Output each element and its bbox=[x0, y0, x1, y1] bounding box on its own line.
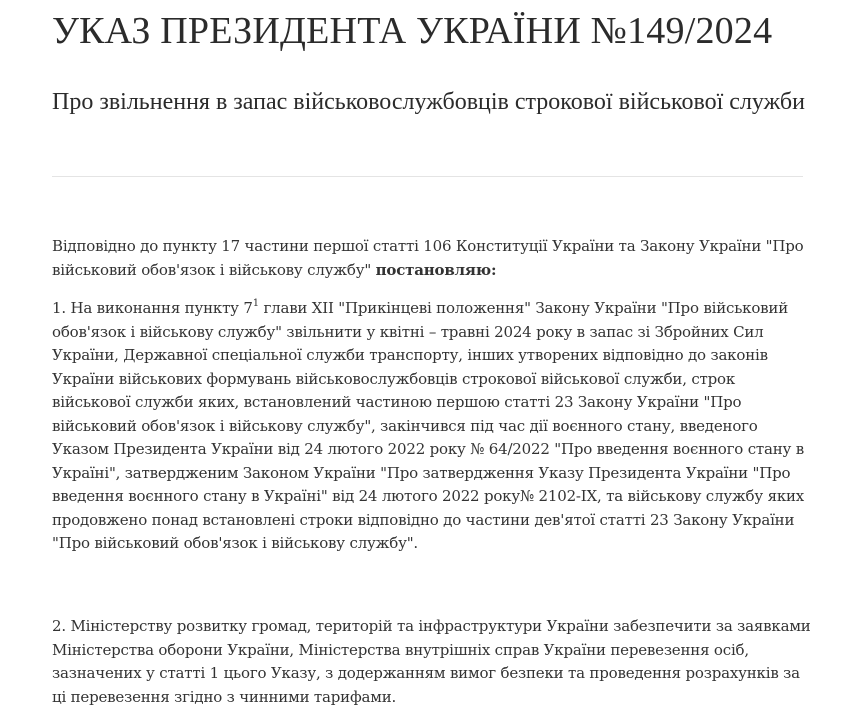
divider bbox=[52, 176, 803, 177]
paragraph-2: 2. Міністерству розвитку громад, територій та інфраструктури України забезпечити за заявками Міністерства оборони України, Міністерства внутрішніх справ України перевезення осіб, зазначених у статті 1 цього Указу, з додержанням вимог безпеки та проведення розрахунків за ці перевезення згідно з чинними тарифами. bbox=[52, 617, 811, 706]
intro-text: Відповідно до пункту 17 частини першої статті 106 Конституції України та Закону України "Про військовий обов'язок і військову службу" bbox=[52, 237, 804, 279]
page-title: УКАЗ ПРЕЗИДЕНТА УКРАЇНИ №149/2024 bbox=[52, 10, 773, 52]
intro-paragraph bbox=[52, 235, 812, 282]
paragraph-1-rest: глави XII "Прикінцеві положення" Закону України "Про військовий обов'язок і військову службу" звільнити у квітні – травні 2024 року в запас зі Збройних Сил України, Державної спеціальної служби транспорту, інших утворених відповідно до законів України військових формувань військовослужбовців строкової військової служби, строк військової служби яких, встановлений частиною першою статті 23 Закону України "Про військовий обов'язок і військову службу", закінчився під час дії воєнного стану, введеного Указом Президента України від 24 лютого 2022 року № 64/2022 "Про введення воєнного стану в Україні", затвердженим Законом України "Про затвердження Указу Президента України "Про введення воєнного стану в Україні" від 24 лютого 2022 року№ 2102-IX, та військову службу яких продовжено понад встановлені строки відповідно до частини дев'ятої статті 23 Закону України "Про військовий обов'язок і військову службу". bbox=[52, 299, 805, 552]
page-subtitle: Про звільнення в запас військовослужбовців строкової військової служби bbox=[52, 89, 805, 115]
paragraph-1-superscript: 1 bbox=[252, 298, 259, 309]
paragraph-1-start: 1. На виконання пункту 7 bbox=[52, 299, 253, 317]
paragraph-1 bbox=[52, 297, 812, 556]
intro-emphasis: постановляю: bbox=[375, 260, 497, 279]
